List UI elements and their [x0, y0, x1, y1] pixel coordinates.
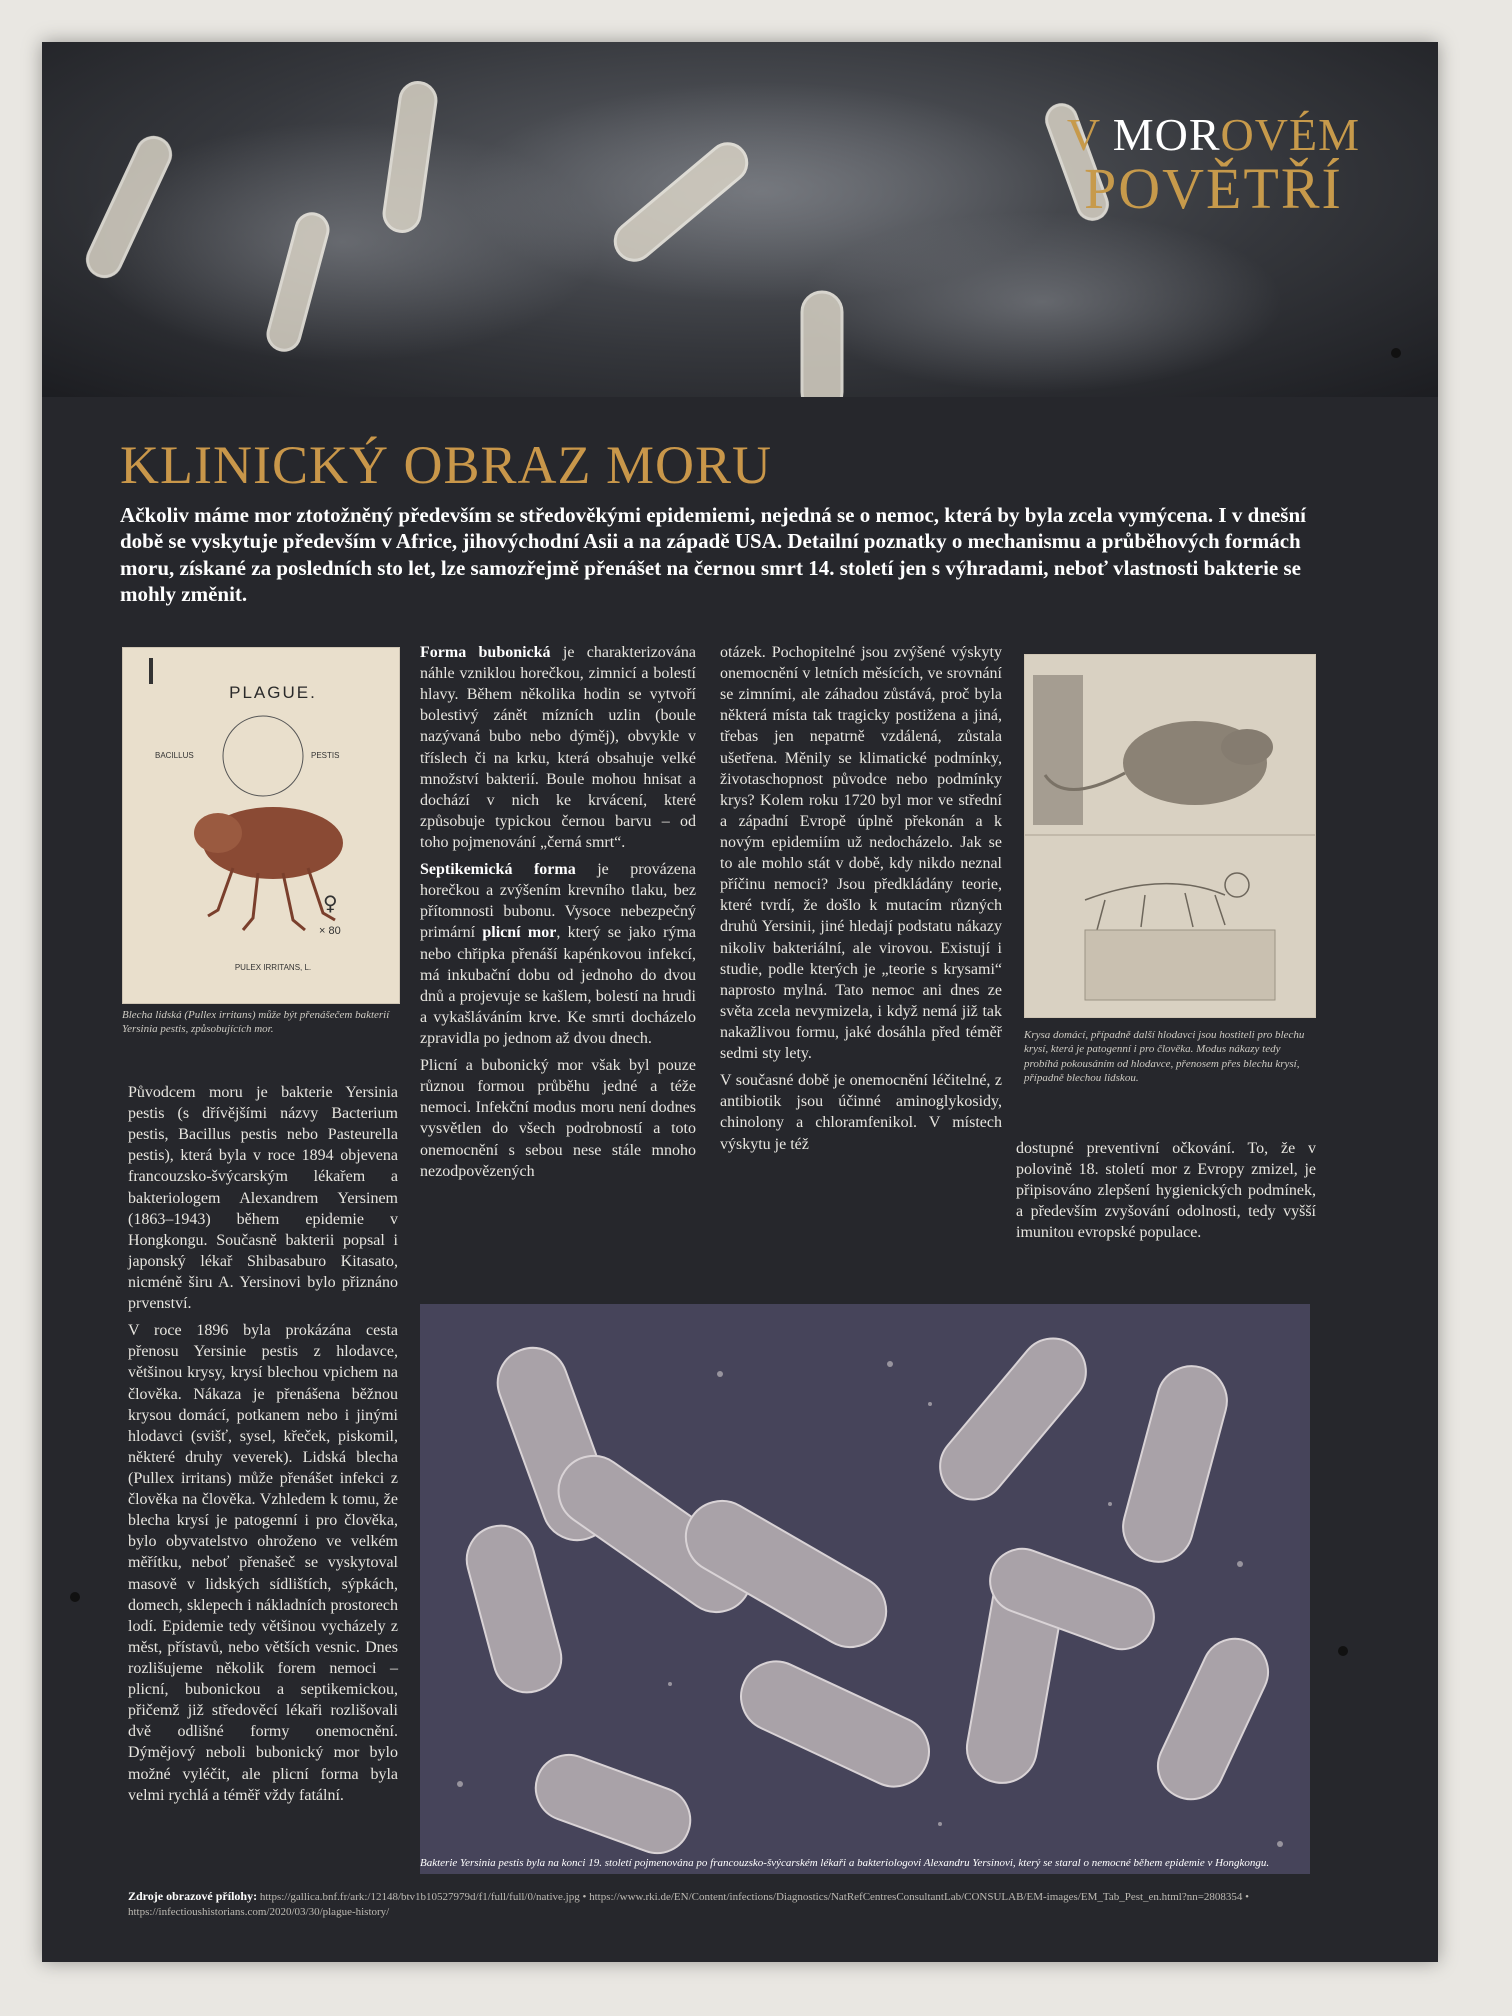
yersinia-discovery-paragraph: Původcem moru je bakterie Yersinia pestis (s dřívějšími názvy Bacterium pestis, Bacillus pestis nebo Pasteurella pestis), která byla v roce 1894 objevena francouzsko-švýcarským lékařem a bakteriologem Alexandrem Yersinem (1863–1943) během epidemie v Hongkongu. Současně bakterii popsal i japonský lékař Shibasaburo Kitasato, nicméně širu A. Yersinovi bylo přiznáno prvenství.	[128, 1084, 398, 1313]
rat-figure	[1024, 654, 1316, 1018]
yersinia-micrograph	[420, 1304, 1310, 1874]
mounting-screw-icon	[1338, 1646, 1348, 1656]
exhibition-logo: V MOROVÉM POVĚTŘÍ	[1066, 109, 1360, 221]
mounting-screw-icon	[70, 1592, 80, 1602]
bacillus-label: BACILLUS	[155, 751, 194, 760]
banner-bacteria-image	[42, 42, 1438, 397]
text-column-3	[720, 642, 1002, 1161]
sources-text: https://gallica.bnf.fr/ark:/12148/btv1b10527979d/f1/full/full/0/native.jpg • https://www.rki.de/EN/Content/infections/Diagnostics/NatRefCentresConsultantLab/CONSULAB/EM-images/EM_Tab_Pest_en.html?nn=2808354 • https://infectioushistorians.com/2020/03/30/plague-history/	[128, 1891, 1250, 1918]
exhibition-poster	[42, 42, 1438, 1962]
septicemic-form-paragraph: Septikemická forma je provázena horečkou a zvýšením krevního tlaku, bez přítomnosti bubonu. Vysoce nebezpečný primární plicní mor, který se jako rýma nebo chřipka přenáší kapénkovou infekcí, má inkubační dobu od jednoho do dvou dnů a projevuje se kašlem, bolestí na hrudi a vykašláváním krve. Ke smrti docházelo zpravidla po jednom až dvou dnech.	[420, 861, 697, 1047]
pneumonic-bubonic-paragraph: Plicní a bubonický mor však byl pouze různou formou průběhu jedné a téže nemoci. Infekční modus moru není dodnes vysvětlen do všech podrobností a toto onemocnění s sebou nese stále mnoho nezodpovězených	[420, 1057, 696, 1180]
transmission-paragraph: V roce 1896 byla prokázána cesta přenosu Yersinie pestis z hlodavce, většinou krysy, krysí blechou vpichem na člověka. Nákaza je přenášena běžnou krysou domácí, potkanem nebo i jinými hlodavci (svišť, sysel, křeček, piskomil, některé druhy veverek). Lidská blecha (Pullex irritans) může přenášet infekci z člověka na člověka. Vzhledem k tomu, že blecha krysí je patogenní i pro člověka, bylo obyvatelstvo ohroženo ve velkém měřítku, neboť přenašeč se vyskytoval masově v lidských sídlištích, sýpkách, domech, sklepech i nákladních prostorech lodí. Epidemie tedy většinou vycházely z měst, přístavů, nebo větších vesnic. Dnes rozlišujeme několik forem nemoci – plicní, bubonickou a septikemickou, přičemž již středověcí lékaři rozlišovali dvě odlišné formy onemocnění. Dýmějový neboli bubonický mor bylo možné vyléčit, ale plicní forma byla velmi rychlá a téměř vždy fatální.	[128, 1322, 398, 1804]
flea-caption: Blecha lidská (Pullex irritans) může být přenášečem bakterií Yersinia pestis, způsobujících mor.	[122, 1009, 390, 1036]
bubonic-form-paragraph: Forma bubonická je charakterizována náhle vzniklou horečkou, zimnicí a bolestí hlavy. Během několika hodin se vytvoří bolestivý zánět mízních uzlin (boule nazývaná bubo nebo dýměj), obvykle v tříslech či na krku, která obsahuje velké množství bakterií. Boule mohou hnisat a dochází v nich ke krvácení, které způsobuje typickou černou barvu – od toho pojmenování „černá smrt“.	[420, 644, 696, 851]
treatment-paragraph: V současné době je onemocnění léčitelné, z antibiotik jsou účinné aminoglykosidy, chinolony a chloramfenikol. V místech výskytu je též	[720, 1072, 1002, 1153]
text-column-2	[420, 642, 696, 1188]
flea-illustration	[123, 648, 399, 1003]
rat-caption: Krysa domácí, případně další hlodavci jsou hostiteli pro blechu krysí, která je patogenní i pro člověka. Modus nákazy tedy probíhá pokousáním od hlodavce, přenosem přes blechu krysí, případně blechou lidskou.	[1024, 1029, 1305, 1084]
female-symbol: ♀	[323, 891, 338, 915]
rat-illustration	[1025, 655, 1315, 1017]
mounting-screw-icon	[1391, 348, 1401, 358]
species-label: PULEX IRRITANS, L.	[234, 963, 312, 972]
scale-label: × 80	[319, 925, 341, 937]
open-questions-paragraph: otázek. Pochopitelné jsou zvýšené výskyty onemocnění v letních měsících, ve srovnání se zimními, ale záhadou zůstává, proč byla některá místa tak tragicky postižena a jiná, třebas jen nepatrně vzdálená, zůstala ušetřena. Měnily se klimatické podmínky, životaschopnost původce nebo podmínky krys? Kolem roku 1720 byl mor ve střední a západní Evropě úplně překonán a k novým epidemiím už nedocházelo. Jak se to ale mohlo stát v době, kdy nikdo neznal příčinu nemoci? Jsou předkládány teorie, které tvrdí, že došlo k mutacím různých druhů Yersinii, jiné hledají podstatu nákazy nikoliv bakteriální, ale virovou. Existují i studie, podle kterých je „teorie s krysami“ naprosto mylná. Tato nemoc ani dnes ze světa zcela nevymizela, i když nemá již tak nakažlivou formu, jaké dosáhla před téměř sedmi sty lety.	[720, 644, 1002, 1063]
text-column-1	[128, 1082, 398, 1812]
plague-flea-figure	[122, 647, 400, 1004]
sem-bacteria-image	[420, 1304, 1310, 1874]
text-column-4	[1016, 1138, 1316, 1250]
vaccination-paragraph: dostupné preventivní očkování. To, že v polovině 18. století mor z Evropy zmizel, je připisováno zlepšení hygienických podmínek, a především zvyšování odolnosti, tedy vyšší imunitou evropské populace.	[1016, 1140, 1316, 1242]
page-title: KLINICKÝ OBRAZ MORU	[120, 435, 772, 495]
lead-paragraph: Ačkoliv máme mor ztotožněný především se středověkými epidemiemi, nejedná se o nemoc, která by byla zcela vymýcena. I v dnešní době se vyskytuje především v Africe, jihovýchodní Asii a na západě USA. Detailní poznatky o mechanismu a průběhových formách moru, získané za posledních sto let, lze samozřejmě přenášet na černou smrt 14. století jen s výhradami, neboť vlastnosti bakterie se mohly změnit.	[120, 503, 1306, 606]
sem-caption: Bakterie Yersinia pestis byla na konci 19. století pojmenována po francouzsko-švýcarském lékaři a bakteriologovi Alexandru Yersinovi, který se staral o nemocné během epidemie v Hongkongu.	[420, 1857, 1270, 1869]
pestis-label: PESTIS	[311, 751, 340, 760]
plague-heading: PLAGUE.	[229, 683, 317, 702]
image-sources: Zdroje obrazové přílohy: https://gallica.bnf.fr/ark:/12148/btv1b10527979d/f1/full/full/0/native.jpg • https://www.rki.de/EN/Content/infections/Diagnostics/NatRefCentresConsultantLab/CONSULAB/EM-images/EM_Tab_Pest_en.html?nn=2808354 • https://infectioushistorians.com/2020/03/30/plague-history/	[128, 1889, 1250, 1918]
